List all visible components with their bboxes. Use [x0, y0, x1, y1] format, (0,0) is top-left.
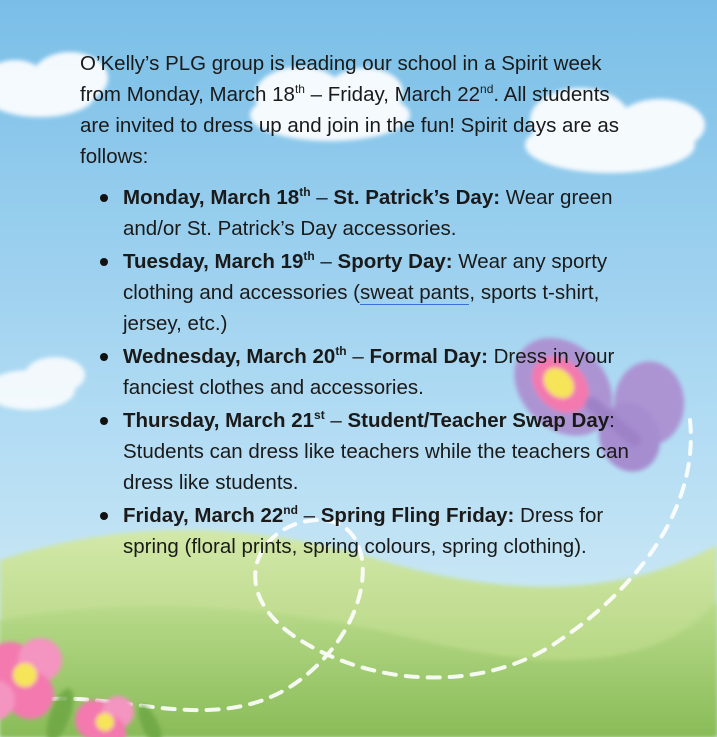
bullet-icon: [100, 258, 108, 266]
spirit-week-document: [80, 48, 640, 564]
list-item-wednesday: Wednesday, March 20th – Formal Day: Dress in your fanciest clothes and accessories.: [80, 341, 640, 403]
spellcheck-underlined-text[interactable]: sweat pants: [360, 281, 470, 304]
list-item-friday: Friday, March 22nd – Spring Fling Friday: Dress for spring (floral prints, spring colours, spring clothing).: [80, 500, 640, 562]
list-item-thursday: Thursday, March 21st – Student/Teacher Swap Day: Students can dress like teachers while the teachers can dress like students.: [80, 405, 640, 498]
list-item-monday: Monday, March 18th – St. Patrick’s Day: Wear green and/or St. Patrick’s Day accessories.: [80, 182, 640, 244]
bullet-icon: [100, 353, 108, 361]
intro-paragraph: O’Kelly’s PLG group is leading our school in a Spirit week from Monday, March 18th – Friday, March 22nd. All students are invited to dress up and join in the fun! Spirit days are as follows:: [80, 52, 620, 168]
spirit-days-list: [80, 182, 640, 562]
bullet-icon: [100, 417, 108, 425]
bullet-icon: [100, 512, 108, 520]
bullet-icon: [100, 194, 108, 202]
list-item-tuesday: Tuesday, March 19th – Sporty Day: Wear any sporty clothing and accessories (sweat pants, sports t-shirt, jersey, etc.): [80, 246, 640, 339]
